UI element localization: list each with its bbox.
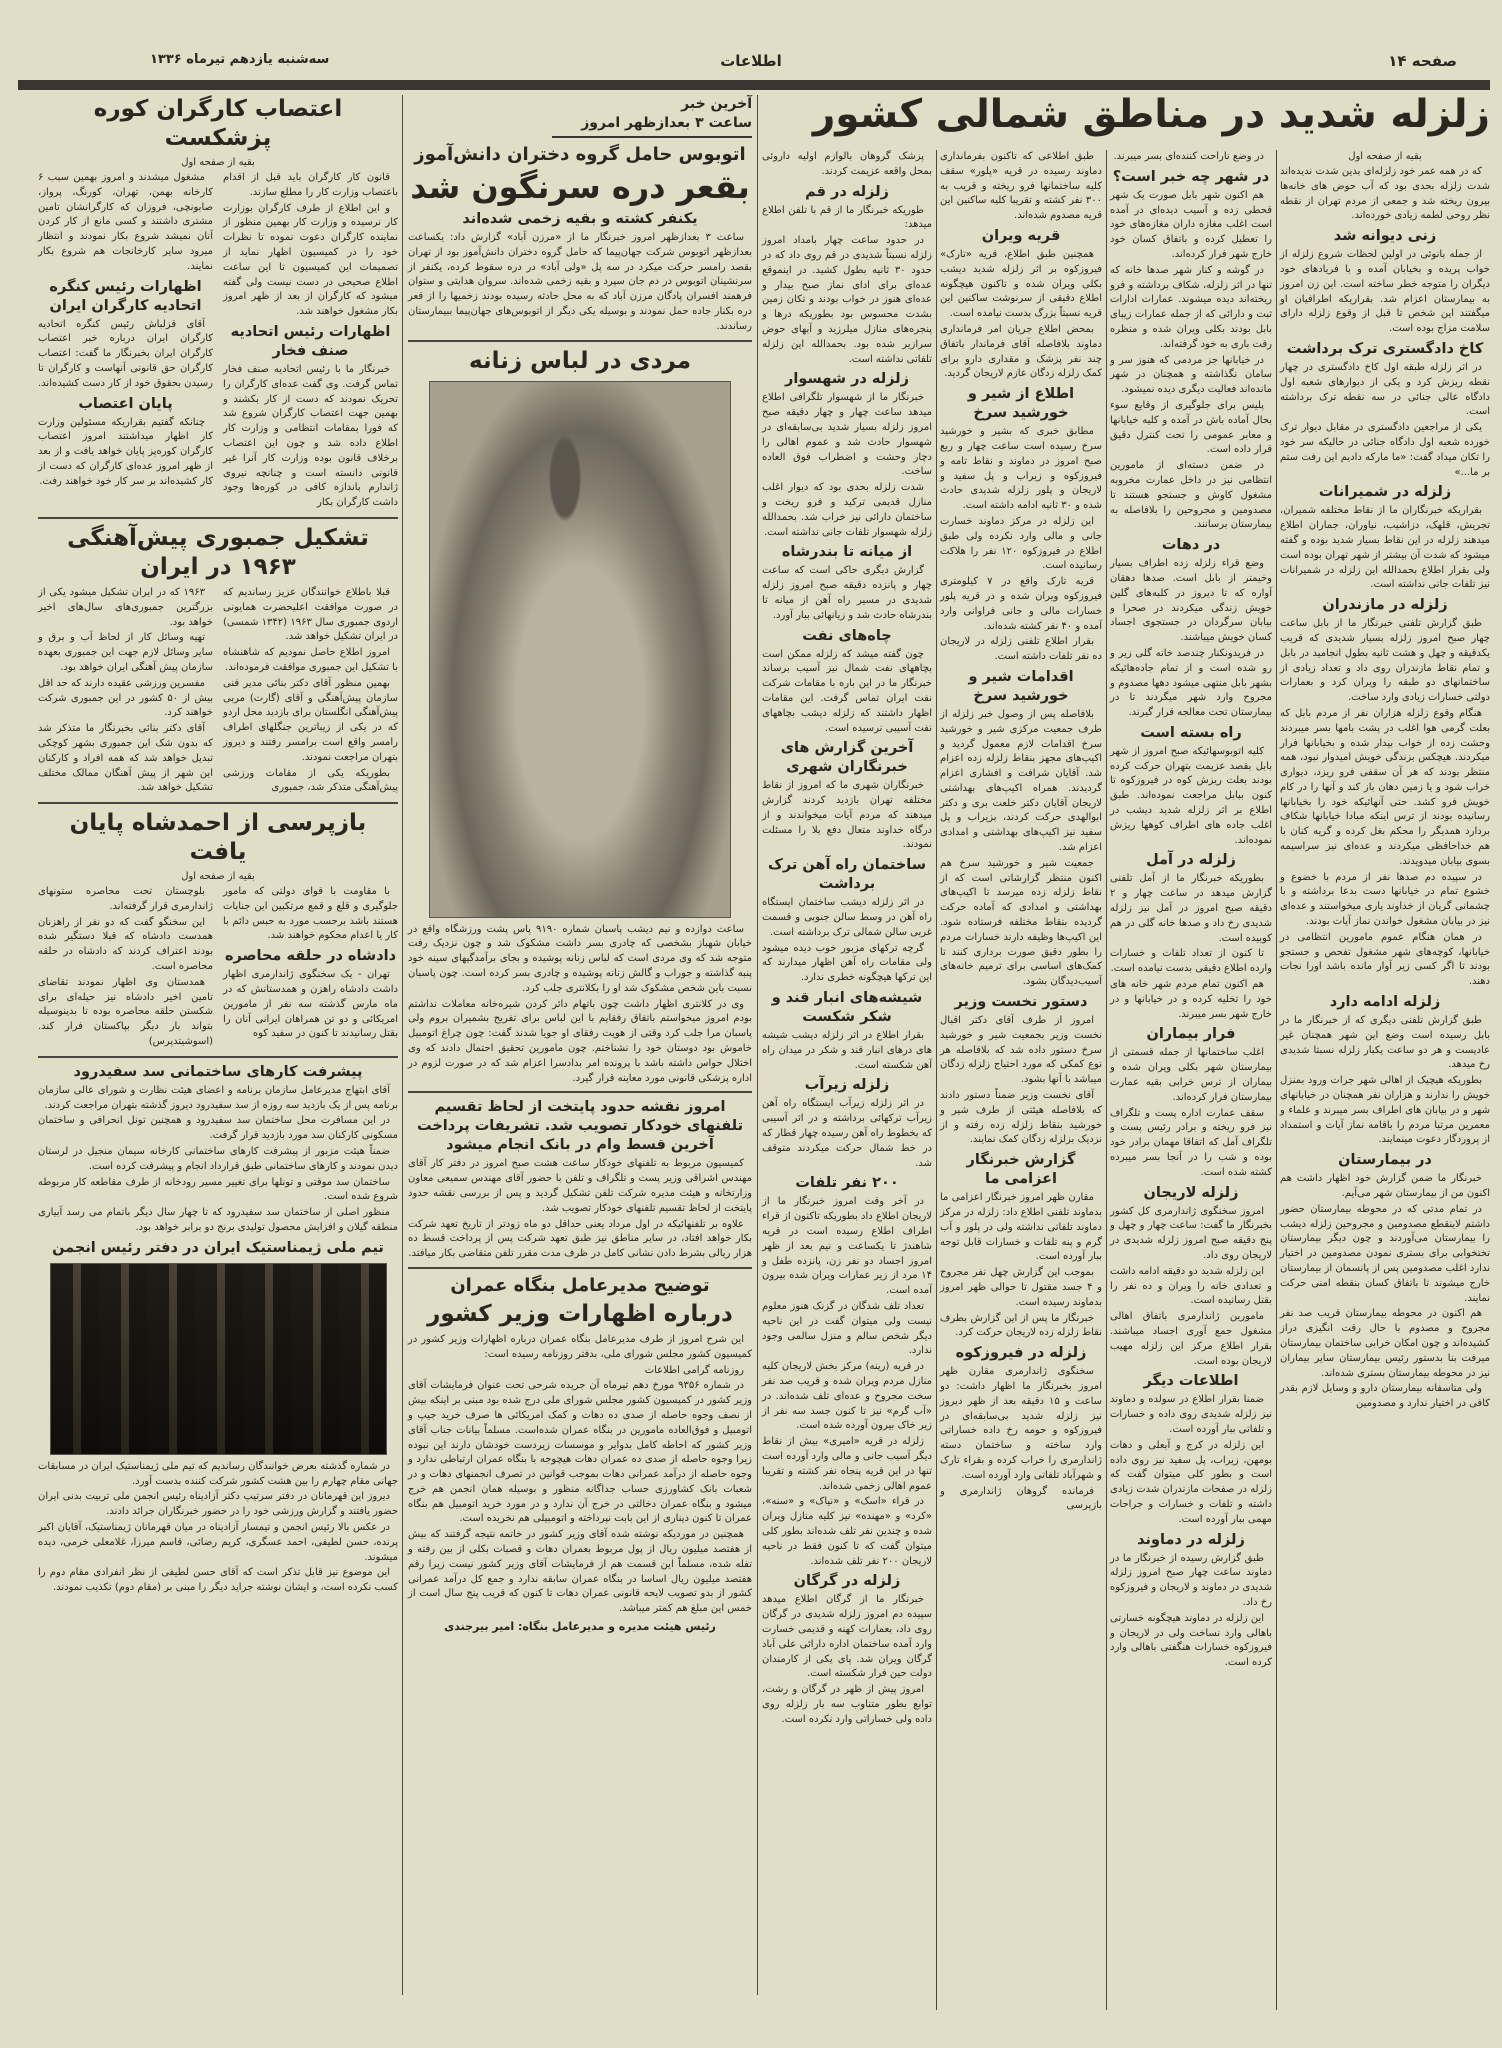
article-headline: پیشرفت کارهای ساختمانی سد سفیدرود (73, 1063, 363, 1080)
article-paragraph: بلافاصله پس از وصول خبر زلزله از طرف جمعیت مرکزی شیر و خورشید سرخ اقدامات لازم معمول گردید و اکیپ‌های مجهز بنقاط زلزله زده اعزام شد. آقایان شرافت و افشاری اعزام گردیدند. همراه اکیپ‌های بهداشتی لاریجان آقایان دکتر خلعت بری و دکتر ابوالهدی حرکت کردند، بزیراب و پل سفید نیز اکیپ‌های بهداشتی و امدادی اعزام شد. (940, 708, 1102, 854)
article-paragraph: مشغول میشدند و امروز بهمین سبب ۶ کارخانه بهمن، تهران، کورنگ، پرواز، صابونچی، فروزان که کارگرانشان تامین مشتری داشتند و کسی مانع از کار کردن آنان نمیشد شروع بکار نمودند و انتظار میرود سایر کارخانجات هم شروع بکار نمایند. (38, 172, 213, 272)
two-column-text (38, 586, 398, 797)
section-rule (408, 1267, 752, 1269)
article-paragraph: ۱۹۶۳ که در ایران تشکیل میشود یکی از بزرگترین جمبوری‌های سال‌های اخیر خواهد بود. (38, 586, 213, 628)
article-paragraph: این سخنگو گفت که دو نفر از راهزنان همدست دادشاه که قبلا دستگیر شده بودند اعتراف کردند که دادشاه در حلقه محاصره است. (38, 916, 213, 973)
article-paragraph: این زلزله در دماوند هیچگونه خسارتی باهالی وارد نساخت ولی در لاریجان و فیروزکوه خسارات هنگفتی باهالی وارد کرده است. (1110, 1612, 1272, 1669)
article-headline: یکنفر کشته و بقیه زخمی شده‌اند (462, 211, 698, 227)
article-paragraph: گرچه ترکهای مزبور خوب دیده میشود ولی مقامات راه آهن اظهار میدارند که این ترکها هیچگونه خطری ندارد. (762, 942, 932, 984)
article-paragraph: این موضوع نیز قابل تذکر است که آقای حسن لطیفی از نظر انفرادی مقام دوم را کسب نکرده است، و ایشان نوشته جراید دیگر را مبنی بر (مقام دوم) تکذیب نمودند. (38, 1567, 398, 1594)
article-paragraph: آقای قزلباش رئیس کنگره اتحادیه کارگران ایران درباره خبر اعتصاب کارگران ایران بخبرنگار ما گفت: اعتصاب کارگران حق قانونی آنهاست و کارگران تا رسیدن بحقوق خود از کار دست کشیده‌اند. (38, 318, 213, 389)
article-paragraph: امروز سخنگوی ژاندارمری کل کشور بخبرنگار ما گفت: ساعت چهار و چهل و پنج دقیقه صبح امروز زلزله شدیدی در لاریجان روی داد. (1110, 1205, 1272, 1261)
article-headline: زلزله لاریجان (1143, 1184, 1239, 1201)
article-paragraph: طبق گزارش تلفنی خبرنگار ما از بابل ساعت چهار صبح امروز زلزله بسیار شدیدی که قریب یکدقیقه و چهل و هشت ثانیه بطول انجامید در بابل و تمام نقاط مازندران روی داد و تعداد زیادی از ساختمانهای دو طبقه را ویران کرد و بعمارات دولتی خسارات زیادی وارد ساخت. (1280, 618, 1490, 704)
article-headline: در شهر چه خبر است؟ (1112, 168, 1270, 185)
article-paragraph: در اثر زلزله طبقه اول کاخ دادگستری در چهار نقطه ریزش کرد و یکی از دیوارهای شعبه اول دادگاه عالی جنائی در سه نقطه ترک برداشته است. (1280, 361, 1490, 418)
two-column-text (38, 171, 398, 512)
article-headline: ۲۰۰ نفر تلفات (795, 1175, 899, 1192)
article-paragraph: آقای نخست وزیر ضمناً دستور دادند که بلافاصله هیئتی از طرف شیر و خورشید بنقاط زلزله زده رفته و از نزدیک بزلزله زدگان کمک نمایند. (940, 1090, 1102, 1146)
article-paragraph: قریه تارک واقع در ۷ کیلومتری فیروزکوه ویران شده و در قریه پلور خسارات مالی و جانی فراوانی وارد آمده و ۴۰ نفر کشته شده‌اند. (940, 576, 1102, 632)
article-headline: زنی دیوانه شد (1333, 228, 1437, 245)
article-paragraph: خبرنگار ما از گرگان اطلاع میدهد سپیده دم امروز زلزله شدیدی در گرگان روی داد، بعمارات کهنه و قدیمی خسارت وارد آمده ساختمان اداره دارائی علی آباد گرگان ویران شد. پای یکی از کارمندان دولت حین فرار شکسته است. (762, 1594, 932, 1680)
article-paragraph: با مقاومت با قوای دولتی که مامور جلوگیری و قلع و قمع مرتکبین این جنایات هستند باشد برحسب مورد به حبس دائم با کار یا اعدام محکوم خواهند شد. (223, 886, 398, 942)
article-paragraph: در سپیده دم صدها نفر از مردم با خضوع و خشوع تمام در خیابانها دست بدعا برداشته و با چشمانی گریان از خداوند یاری میخواستند و عده‌ای نیز در بیابان مشغول خواندن نماز آیات بودند. (1280, 871, 1490, 928)
article-paragraph: این زلزله در مرکز دماوند خسارت جانی و مالی وارد نکرده ولی طبق اطلاع در فیروزکوه ۱۲۰ نفر را هلاکت رسانیده است. (940, 515, 1102, 572)
latest-news-time: ساعت ۳ بعدازظهر امروز (552, 114, 752, 138)
continued-note: بقیه از صفحه اول (1348, 151, 1422, 162)
article-paragraph: تهیه وسائل کار از لحاظ آب و برق و سایر وسائل لازم جهت این جمبوری بعهده سازمان پیش آهنگی ایران خواهد بود. (38, 632, 213, 673)
article-paragraph: هم اکنون تمام مردم شهر خانه های خود را تخلیه کرده و در خیابانها و در خارج شهر بسر میبرند. (1110, 979, 1272, 1020)
article-headline: از میانه تا بندرشاه (781, 544, 913, 561)
column-3 (940, 150, 1102, 1515)
article-headline: تیم ملی ژیمناستیک ایران در دفتر رئیس انجمن (52, 1239, 384, 1256)
article-headline: زلزله در گرگان (793, 1573, 901, 1590)
sub-column (223, 885, 398, 1051)
lead-headline: بقعر دره سرنگون شد (410, 168, 750, 206)
article-paragraph: چون گفته میشد که زلزله ممکن است بچاههای نفت شمال نیز آسیب برساند خبرنگار ما در این باره با مقامات شرکت نفت ایران تماس گرفت. این مقامات اظهار داشتند که زلزله دیشب بچاههای نفت آسیبی نرسیده است. (762, 648, 932, 734)
article-paragraph: بقرار اطلاع تلفنی زلزله در لاریجان ده نفر تلفات داشته است. (940, 636, 1102, 663)
column-2 (1110, 150, 1272, 1672)
section-rule (38, 802, 398, 804)
article-paragraph: ضمنا بقرار اطلاع در سولده و دماوند نیز زلزله شدیدی روی داده و خسارات و تلفاتی ببار آورده است. (1110, 1394, 1272, 1435)
article-paragraph: در قریه (رینه) مرکز بخش لاریجان کلیه منازل مردم ویران شده و قریب صد نفر سخت مجروح و عده‌ای تلف شده‌اند. در «آب گرم» نیز تا کنون جسد سه نفر از زیر خاک بیرون آورده شده است. (762, 1361, 932, 1432)
article-paragraph: علاوه بر تلفنهائیکه در اول مرداد یعنی حداقل دو ماه زودتر از تاریخ تعهد شرکت بکار خواهد افتاد، در سایر مناطق نیز طبق تعهد شرکت پس از پرداخت قسط ده هزار ریالی بشرط دادن نشانی کامل در ظرف مدت مقرر تلفن متقاضی بکار میافتد. (408, 1218, 752, 1260)
article-headline: قریه ویران (981, 227, 1061, 244)
latest-news-label: آخرین خبر (681, 96, 752, 112)
article-headline: امروز نقشه حدود پایتخت از لحاظ تقسیم تلفنهای خودکار تصویب شد. تشریفات پرداخت آخرین قسط وام در بانک انجام میشود (416, 1099, 744, 1154)
article-paragraph: هم اکنون در محوطه بیمارستان قریب صد نفر مجروح و مصدوم با حال رقت انگیزی دراز کشیده‌اند و چون امکان خرابی ساختمان بیمارستان میرفت بنا بدستور رئیس بیمارستان سایر بیماران نیز در محوطه بیمارستان بستری شده‌اند. (1280, 1308, 1490, 1379)
article-paragraph: تعداد تلف شدگان در گزنک هنوز معلوم نیست ولی میتوان گفت در این ناحیه دیگر شخص سالم و منزل سالمی وجود ندارد. (762, 1301, 932, 1357)
article-paragraph: در همان هنگام عموم مامورین انتظامی در خیابانها، کوچه‌های شهر مشغول تفحص و جستجو بودند تا اگر کسی زیر آوار مانده باشد اورا نجات دهند. (1280, 931, 1490, 988)
article-headline: کاخ دادگستری ترک برداشت (1286, 340, 1484, 357)
column-divider (757, 95, 758, 1995)
main-headline: زلزله شدید در مناطق شمالی کشور (812, 92, 1490, 137)
article-paragraph: کمیسیون مربوط به تلفنهای خودکار ساعت هشت صبح امروز در دفتر کار آقای مهندس اشراقی وزیر پست و تلگراف و تلفن با حضور آقای مهندس سمیعی معاون وزارتخانه و هیئت مدیره شرکت تلفن تشکیل گردید و پس از بررسی نقشه حدود پایتخت از لحاظ تقسیم تلفنهای خودکار تصویب شد. (408, 1158, 752, 1214)
article-headline: زلزله در آمل (1146, 852, 1236, 869)
article-paragraph: بلوچستان تحت محاصره ستونهای ژاندارمری قرار گرفته‌اند. (38, 886, 213, 912)
article-paragraph: که در همه عمر خود زلزله‌ای بدین شدت ندیده‌اند شدت زلزله بحدی بود که آب حوض های خانه‌ها بیرون ریخته شد و جمعی از مردم تهران از نقطه نظر روحی لطمه زیادی خورده‌اند. (1280, 166, 1490, 222)
article-paragraph: بقرار اطلاع در اثر زلزله دیشب شیشه های درهای انبار قند و شکر در میدان راه آهن شکسته است. (762, 1030, 932, 1071)
article-paragraph: تا کنون از تعداد تلفات و خسارات وارده اطلاع دقیقی بدست نیامده است. (1110, 948, 1272, 975)
section-headline: مردی در لباس زنانه (469, 347, 691, 374)
article-headline: ساختمان راه آهن ترک برداشت (767, 857, 927, 893)
article-headline: زلزله زیرآب (804, 1077, 890, 1094)
section-rule (38, 517, 398, 519)
article-paragraph: منظور اصلی از ساختمان سد سفیدرود که تا چهار سال دیگر باتمام می رسد آبیاری منطقه گیلان و افزایش محصول تولیدی برنج دو برابر خواهد بود. (38, 1207, 398, 1234)
article-paragraph: تهران - یک سخنگوی ژاندارمری اظهار داشت دادشاه راهزن و همدستانش که در ماه مارس گذشته سه نفر از مامورین امریکائی و دو تن همراهان ایرانی آنان را بقتل رسانیدند تا کنون در سفید کوه (223, 969, 398, 1040)
article-paragraph: یکی از مراجعین دادگستری در مقابل دیوار ترک خورده شعبه اول دادگاه جنائی در حالیکه سر خود را تکان میداد گفت: «ما مارکه دادیم این رفت ستم بر ما...» (1280, 422, 1490, 478)
section-headline: تشکیل جمبوری پیش‌آهنگی ۱۹۶۳ در ایران (67, 524, 369, 580)
article-headline: زلزله ادامه دارد (1329, 994, 1441, 1011)
column-1 (1280, 150, 1490, 1413)
article-headline: در بیمارستان (1338, 1152, 1432, 1169)
article-paragraph: جمعیت شیر و خورشید سرخ هم اکنون منتظر گزارشاتی است که از نقاط زلزله زده میرسد تا اکیپ‌های بهداشتی و امدادی که آماده حرکت گردیده بنقاط مختلفه فرستاده شود. این اکیپ‌ها وظیفه دارند خسارات مردم را بطور دقیق صورت برداری کنند تا کمک‌های اساسی برای ترمیم خانه‌های آسیب‌دیدگان بشود. (940, 857, 1102, 988)
article-paragraph: هنگام وقوع زلزله هزاران نفر از مردم بابل که بعلت گرمی هوا اغلب در پشت بامها بسر میبردند وحشت زده از خواب بیدار شده و بخیابانها فرار میکردند. هیچکس بزندگی خویش امیدوار نبود، همه منتظر بودند که هر آن سقفی فرو ریزد، دیواری خراب شود و یا زمین دهان باز کند و آنها را در کام خویش فرو کشد. حتی آنهائیکه خود را بخیابانها رسانیده بودند از ترس اینکه مبادا خیابانها شکاف بردارد همدیگر را محکم بغل کرده و گریه کنان با هم خداحافظی میکردند و عده‌ای نیز سراسیمه بسوی بیابان میدویدند. (1280, 707, 1490, 867)
article-paragraph: بهمین منظور آقای دکتر بنائی مدیر فنی سازمان پیش‌آهنگی و آقای (گارت) مربی پیش‌آهنگی انگلستان برای بازدید محل اردو که در یکی از زیباترین جنگلهای اطراف رامسر واقع است برامسر رفتند و دیروز بتهران مراجعت نمودند. (223, 677, 398, 763)
center-section (408, 95, 752, 1633)
article-headline: دادشاه در حلقه محاصره (224, 948, 397, 965)
article-paragraph: در وضع ناراحت کننده‌ای بسر میبرند. (1113, 151, 1264, 162)
issue-date: سه‌شنبه یازدهم تیرماه ۱۳۳۶ (150, 52, 330, 67)
article-paragraph: امروز از طرف آقای دکتر اقبال نخست وزیر بجمعیت شیر و خورشید سرخ دستور داده شد که بلافاصله هر نوع کمکی که مورد احتیاج زلزله زدگان میباشد با آنها بشود. (940, 1015, 1102, 1086)
article-paragraph: هم اکنون شهر بابل صورت یک شهر قحطی زده و آسیب دیده‌ای در آمده است اغلب مغازه داران مغازه‌های خود را تعطیل کرده و باتفاق کسان خود خارج شهر فرار کرده‌اند. (1110, 189, 1272, 260)
article-headline: گزارش خبرنگار اعزامی ما (966, 1152, 1076, 1188)
article-paragraph: پزشک گروهان بالوازم اولیه داروئی بمحل واقعه عزیمت کردند. (762, 151, 932, 177)
article-paragraph: وی در کلانتری اظهار داشت چون باتهام دائر کردن شیره‌خانه معاملات نداشتم بودم امروز میخواستم باتفاق رفقایم با این لباس برای تفریح بشمیران بروم ولی پاسبان مرا جلب کرد وقتی از هویت رفقای او جویا شدند گفت: چون چراغ اتومبیل خاموش بود دوستان خود را نشناختم. چون مامورین تحقیق احتمال دادند که وی اختلال حواس داشته باشد با پرونده امر بدادسرا اعزام شد که در صورت لزوم در اداره پزشکی قانونی مورد معاینه قرار گیرد. (408, 998, 752, 1084)
article-headline: چاه‌های نفت (802, 627, 892, 644)
article-paragraph: وضع قراء زلزله زده اطراف بسیار وخیمتر از بابل است. صدها دهقان آواره که تا دیروز در کلبه‌های گلین خویش زندگی میکردند در صحرا و بیابان سرگردان در جستجوی اجساد کسان خویش میباشند. (1110, 558, 1272, 644)
article-paragraph: بطوریکه هیچیک از اهالی شهر جرات ورود بمنزل خویش را ندارند و هزاران نفر همچنان در خیابانهای شهر و در بیابان های اطراف بسر میبرند و علماء و معمرین مرتبا مردم را باقامه نماز آیات و استمداد از پروردگار دعوت مینمایند. (1280, 1075, 1490, 1146)
section-rule (408, 1091, 752, 1093)
article-paragraph: مفسرین ورزشی عقیده دارند که حد اقل بیش از ۵۰ کشور در این جمبوری شرکت خواهند کرد. (38, 677, 213, 719)
article-paragraph: در اثر زلزله دیشب ساختمان ایستگاه راه آهن در وسط سالن جنوبی و قسمت غربی سالن شمالی ترک برداشته است. (762, 897, 932, 938)
article-paragraph: همچنین طبق اطلاع، قریه «تارک» فیروزکوه بر اثر زلزله شدید دیشب بکلی ویران شده و تاکنون هیچگونه اطلاع دقیقی از سرنوشت ساکنین این قریه نسبتاً بزرگ بدست نیامده است. (940, 248, 1102, 320)
article-paragraph: بمحض اطلاع جریان امر فرمانداری دماوند بلافاصله آقای فرماندار باتفاق چند نفر پزشک و مقداری دارو برای کمک زلزله زدگان عازم لاریجان گردید. (940, 323, 1102, 380)
article-headline: زلزله در دماوند (1137, 1531, 1245, 1548)
article-paragraph: خبرنگار ما ضمن گزارش خود اظهار داشت هم اکنون من از بیمارستان شهر می‌آیم. (1280, 1173, 1490, 1200)
article-paragraph: بطوریکه یکی از مقامات ورزشی پیش‌آهنگی متذکر شد، جمبوری (223, 767, 398, 794)
photo-man-in-womens-clothes (429, 381, 731, 918)
article-paragraph: ولی متاسفانه بیمارستان دارو و وسایل لازم بقدر کافی در اختیار ندارد و مصدومین (1280, 1383, 1490, 1410)
article-paragraph: بطوریکه خبرنگار ما از آمل تلفنی گزارش میدهد در ساعت چهار و ۲ دقیقه صبح امروز در آمل نیز زلزله شدیدی رخ داد و صدها خانه گلی در هم کوبیده است. (1110, 873, 1272, 944)
article-paragraph: این شرح امروز از طرف مدیرعامل بنگاه عمران درباره اظهارات وزیر کشور در کمیسیون کشور مجلس شورای ملی، بدفتر روزنامه رسیده است: (408, 1333, 752, 1360)
two-column-text (38, 885, 398, 1051)
article-headline: زلزله در فیروزکوه (955, 1345, 1087, 1362)
article-paragraph: کلیه اتوبوسهائیکه صبح امروز از شهر بابل بقصد عزیمت بتهران حرکت کرده بودند بعلت ریزش کوه در فیروزکوه تا کنون ببابل مراجعت نموده‌اند. طبق اطلاع بر اثر زلزله شدید دیشب در اغلب جاده های اطراف کوهها ریزش نموده‌اند. (1110, 745, 1272, 846)
article-paragraph: سخنگوی ژاندارمری مقارن ظهر امروز بخبرنگار ما اظهار داشت: دو ساعت و ۱۵ دقیقه بعد از ظهر دیروز نیز زلزله شدید بی‌سابقه‌ای در فیروزکوه و حومه رخ داده خساراتی وارد ساخته و ساختمان دسته ژاندارمری را خراب کرده و بقراء تارک و شهرآباد تلفاتی وارد آورده است. (940, 1366, 1102, 1481)
continued-note: بقیه از صفحه اول (181, 871, 255, 883)
article-paragraph: ضمناً هیئت مزبور از پیشرفت کارهای ساختمانی کارخانه سیمان منجیل در لرستان دیدن نمودند و کارهای ساختمانی طبق قرارداد انجام و پیشرفت کرده است. (38, 1146, 398, 1172)
article-paragraph: امروز پیش از ظهر در گرگان و رشت، توابع بطور متناوب سه بار زلزله روی داده ولی خساراتی وارد نکرده است. (762, 1684, 932, 1725)
sub-column (38, 586, 213, 797)
article-paragraph: مقارن ظهر امروز خبرنگار اعزامی ما بدماوند تلفنی اطلاع داد: زلزله در مرکز دماوند تلفاتی نداشته ولی در پلور و آب گرم و پنه تلفات و خسارات قابل توجه ببار آورده است. (940, 1192, 1102, 1263)
article-headline: زلزله در شمیرانات (1318, 484, 1452, 501)
column-divider (402, 95, 403, 1995)
article-paragraph: همچنین در موردیکه نوشته شده آقای وزیر کشور در خاتمه نتیجه گرفتند که بیش از هفتصد میلیون ریال از پول مربوط بعمران دهات و قصبات بکلی از بین رفته و تفله شده، مسلماً این قسمت هم از فرمایشات آقای وزیر کشور نیست زیرا رقم هفتصد میلیون ریال اساسا در بنگاه عمران سابقه ندارد و جمع کل درآمد عمرانی کشور از بدو تصویب لایحه قانونی عمران دهات تا کنون که قریب پنج سال است از خمس این مبلغ هم کمتر میباشد. (408, 1529, 752, 1615)
article-headline: فرار بیماران (1146, 1026, 1236, 1043)
article-headline: زلزله در مازندران (1322, 597, 1448, 614)
article-paragraph: خبرنگار ما پس از این گزارش بطرف نقاط زلزله زده لاریجان حرکت کرد. (940, 1312, 1102, 1339)
sub-column (38, 171, 213, 512)
article-paragraph: در ضمن دسته‌ای از مامورین انتظامی نیز در داخل عمارت مخروبه مشغول کاوش و جستجو هستند تا مصدومین و مجروحین را بلافاصله به بیمارستان برسانند. (1110, 460, 1272, 531)
article-paragraph: بموجب این گزارش چهل نفر مجروح و ۴ جسد مقتول تا حوالی ظهر امروز بدماوند رسیده است. (940, 1267, 1102, 1308)
sub-column (223, 586, 398, 797)
article-paragraph: در این مسافرت محل ساختمان سد سفیدرود و همچنین تونل انحرافی و ساختمان مسکونی کارکنان سد مورد بازدید قرار گرفت. (38, 1115, 398, 1142)
article-paragraph: زلزله در قریه «امیری» بیش از نقاط دیگر آسیب جانی و مالی وارد آورده است تنها در این قریه پنجاه نفر کشته و تقریبا عموم اهالی زخمی شده‌اند. (762, 1436, 932, 1492)
article-headline: زلزله در شهسوار (785, 371, 909, 388)
photo-gymnastics-team (50, 1263, 387, 1455)
article-paragraph: شدت زلزله بحدی بود که دیوار اغلب منازل قدیمی ترکید و فرو ریخت و ساختمان دارائی نیز خراب شد. بحمدالله زلزله شهسوار تلفات جانی نداشته است. (762, 482, 932, 538)
sub-column (38, 885, 213, 1051)
left-section (38, 92, 398, 1597)
section-rule (38, 1056, 398, 1058)
article-headline: آخرین گزارش های خبرنگاران شهری (780, 740, 914, 776)
section-headline: بازپرسی از احمدشاه پایان یافت (69, 810, 367, 866)
article-paragraph: این زلزله در کرج و آبعلی و دهات بومهن، زیراب، پل سفید نیز روی داده است و بطور کلی میتوان گفت که زلزله در صفحات مازندران شدت زیادی داشته و تلفات و خسارات و جراحات مهمی ببار آورده است. (1110, 1439, 1272, 1525)
article-paragraph: طبق اطلاعی که تاکنون بفرمانداری دماوند رسیده در قریه «پلور» سقف کلیه ساختمانها فرو ریخته و قریب به ۳۰۰ نفر کشته و تقریبا کلیه ساکنین این قریه مصدوم شده‌اند. (940, 151, 1102, 222)
article-paragraph: پلیس برای جلوگیری از وقایع سوء بحال آماده باش در آمده و کلیه خیابانها و معابر عمومی را تحت کنترل دقیق قرار داده است. (1110, 399, 1272, 456)
article-headline: اظهارات رئیس کنگره اتحادیه کارگران ایران (49, 278, 202, 314)
page-number: صفحه ۱۴ (1388, 52, 1457, 70)
article-paragraph: در شماره گذشته بعرض خوانندگان رساندیم که تیم ملی ژیمناستیک ایران در مسابقات جهانی مقام چهارم را بین هشت کشور شرکت کننده بدست آورد. (38, 1460, 398, 1487)
section-headline: اعتصاب کارگران کوره پزشکست (93, 96, 343, 151)
article-paragraph: و این اطلاع از طرف کارگران بوزارت کار نرسیده و وزارت کار بهمین منظور از نماینده کارگران دعوت نموده تا نظرات خود را در کمیسیون اظهار نماید از تصمیمات این کمیسیون تا این ساعت اطلاع صحیحی در دست نیست ولی گفته میشود که کارگران از بعد از ظهر امروز بکار مشغول خواهند شد. (223, 202, 398, 318)
article-paragraph: سقف عمارت اداره پست و تلگراف نیز فرو ریخته و برادر رئیس پست و تلگراف آمل که اتفاقا مهمان برادر خود بوده و شب را در آنجا بسر میبرده کشته شده است. (1110, 1107, 1272, 1178)
article-paragraph: در فریدونکنار چندصد خانه گلی زیر و رو شده است و از تمام جاده‌هائیکه بشهر بابل منتهی میشود دهها مصدوم و مجروح وارد شهر میگردند تا در بیمارستان تحت معالجه قرار گیرند. (1110, 647, 1272, 719)
article-paragraph: خبرنگار ما با رئیس اتحادیه صنف فخار تماس گرفت. وی گفت عده‌ای کارگران را تحریک نمودند که دست از کار بکشند و بهمین جهت اعتصاب کارگران شروع شد که فورا بمقامات انتظامی و وزارت کار اطلاع داده شد و چون این اعتصاب برخلاف قانون بوده وزارت کار آنرا غیر قانونی دانسته است و چنانچه نیروی ژاندارم باندازه کافی در کوره‌ها وجود داشت کارگران بکار (223, 363, 398, 509)
article-paragraph: در گوشه و کنار شهر صدها خانه که تنها در اثر زلزله، شکاف برداشته و فرو ریخته‌اند دیده میشوند. عمارات ادارات ثبت و دارائی که از جمله عمارات زیبای بابل بودند بکلی ویران شده و منظره رقت باری به خود گرفته‌اند. (1110, 264, 1272, 350)
masthead-rule (18, 80, 1490, 90)
article-paragraph: قانون کار کارگران باید قبل از اقدام باعتصاب وزارت کار را مطلع سازند. (223, 172, 398, 198)
article-paragraph: طوریکه خبرنگار ما از قم با تلفن اطلاع میدهد: (762, 204, 932, 231)
article-paragraph: در حدود ساعت چهار بامداد امروز زلزله نسبتاً شدیدی در قم روی داد که در حدود ۳۰ ثانیه بطول کشید. در اینموقع عده‌ای برای ادای نماز صبح بیدار و عده‌ای هنوز در خواب بودند و تکان زمین بشدت محسوس بود بطوریکه درها و پنجره‌های منازل میلرزید و آبهای حوض سرازیر شده بود. بحمدالله این زلزله تلفاتی نداشته است. (762, 235, 932, 365)
newspaper-name: اطلاعات (720, 52, 782, 70)
section-rule (408, 340, 752, 342)
article-headline: زلزله در قم (805, 183, 889, 200)
article-paragraph: بقراریکه خبرنگاران ما از نقاط مختلفه شمیران، تجریش، قلهک، دزاشیب، نیاوران، جماران اطلاع میدهند زلزله در این نقاط بسیار شدید بوده و گفته میشود که شدت آن بیشتر از شهر تهران بوده است ولی بقرار اطلاع بحمدالله این زلزله در شمیرانات نیز تلفات جانی نداشته است. (1280, 505, 1490, 591)
article-paragraph: آقای ابتهاج مدیرعامل سازمان برنامه و اعضای هیئت نظارت و شورای عالی سازمان برنامه پس از یک بازدید سه روزه از سد سفیدرود دیروز گذشته بتهران مراجعت کردند. (38, 1084, 398, 1111)
article-paragraph: قبلا باطلاع خوانندگان عزیز رساندیم که در صورت موافقت اعلیحضرت همایونی اردوی جمبوری سال ۱۹۶۳ (۱۳۴۲ شمسی) در ایران تشکیل خواهد شد. (223, 586, 398, 643)
article-paragraph: در شماره ۹۳۵۶ مورخ دهم تیرماه آن جریده شرحی تحت عنوان فرمایشات آقای وزیر کشور در کمیسیون کشور مجلس شورای ملی درج شده بود مبنی بر اینکه بیش از نصف وجوه حاصله از صدی ده دهات و کمک امریکائی ها صرف خرید جیپ و اتومبیل و فوق‌العاده مامورین در بنگاه عمران شده‌است. مسلماً بیانات جناب آقای وزیر کشور که احاطه کامل بدوایر و موسسات زیردست خودشان دارند این نبوده زیرا وجوه حاصله از صدی ده عمران دهات هیچوجه با بنگاه عمران ارتباطی ندارد و وجوه حاصله از درآمد عمرانی دهات بموجب قوانین در تصرف انجمنهای دهات و در شعبات بانک کشاورزی حساب جداگانه منظور و بوسیله همان انجمن هم خرج میشود و بنگاه عمران دخالتی در خرج آن ندارد و در مورد خرید اتومبیل هم بنگاه عمران تا کنون دیناری از این بابت نپرداخته و اتومبیلی هم نخریده است. (407, 1380, 752, 1525)
article-headline: راه بسته است (1140, 724, 1242, 741)
article-paragraph: اغلب ساختمانها از جمله قسمتی از بیمارستان شهر بکلی ویران شده و بیماران از ترس خرابی بقیه عمارت بیمارستان فرار کرده‌اند. (1110, 1047, 1272, 1103)
continued-note: بقیه از صفحه اول (181, 157, 255, 168)
article-paragraph: این زلزله شدید دو دقیقه ادامه داشت و تعدادی خانه را ویران و ده نفر را بقتل رسانیده است. (1110, 1265, 1272, 1307)
column-divider (1276, 150, 1277, 2010)
article-headline: دستور نخست وزیر (954, 994, 1088, 1011)
article-paragraph: چنانکه گفتیم بقراریکه مسئولین وزارت کار اظهار میداشتند امروز اعتصاب کارگران کوره‌پز پایان خواهد یافت و از بعد از ظهر امروز عده‌ای کارگران که دست از کار کشیده‌اند بر سر کار خود خواهند رفت. (38, 416, 213, 487)
article-headline: پایان اعتصاب (78, 395, 173, 412)
column-divider (1106, 150, 1107, 2010)
article-paragraph: در قراء «اسک» و «نیاک» و «سنه»، «کرد» و «مهنده» نیز کلیه منازل ویران شده و چندین نفر تلف شده‌اند بطور کلی میتوان گفت که تا کنون فقط در ناحیه لاریجان ۲۰۰ نفر تلف شده‌اند. (762, 1496, 932, 1567)
article-headline: اطلاعات دیگر (1143, 1373, 1239, 1390)
article-subheadline: توضیح مدیرعامل بنگاه عمران (450, 1274, 710, 1296)
article-headline: اظهارات رئیس اتحادیه صنف فخار (230, 323, 391, 359)
column-4 (762, 150, 932, 1729)
article-paragraph: دیروز این قهرمانان در دفتر سرتیپ دکتر آزادیناه رئیس انجمن ملی تربیت بدنی ایران حضور یافتند و گزارش ورزشی خود را در حضور خبرنگاران جرائد دادند. (38, 1491, 398, 1518)
article-paragraph: در عکس بالا رئیس انجمن و تیمسار آزادیناه در میان قهرمانان ژیمناستیک، آقایان اکبر پرنده، حسن لطیفی، احمد عسگری، کریم رضائی، قاسم میرزا، غلامعلی خرمی، دیده میشوند. (38, 1522, 398, 1563)
signature: رئیس هیئت مدیره و مدیرعامل بنگاه: امیر بیرجندی (444, 1620, 716, 1634)
article-paragraph: خبرنگاران شهری ما که امروز از نقاط مختلفه تهران بازدید کردند گزارش میدهند که مردم آیات میخواندند و از درگاه خداوند متعال دفع بلا را مسئلت نمودند. (762, 780, 932, 851)
article-headline: اقدامات شیر و خورشید سرخ (968, 668, 1074, 704)
article-paragraph: فرمانده گروهان ژاندارمری و بازپرسی (940, 1485, 1102, 1512)
article-paragraph: مطابق خبری که بشیر و خورشید سرخ رسیده است ساعت چهار و ربع صبح امروز در دماوند و نقاط تامه و فیروزکوه و زیراب و پل سفید و لاریجان و پلور زلزله شدیدی حادث شده و ۳۰ ثانیه ادامه داشته است. (940, 426, 1102, 512)
article-paragraph: در اثر زلزله زیرآب ایستگاه راه آهن زیرآب ترکهائی برداشته و در اثر آسیبی که بخطوط راه آهن رسیده چهار قطار که در خط شمال حرکت میکردند متوقف شد. (762, 1098, 932, 1169)
article-paragraph: در آخر وقت امروز خبرنگار ما از لاریجان اطلاع داد بطوریکه تاکنون از قراء اطراف اطلاع رسیده است در قریه شاهندژ تا یکساعت و نیم بعد از ظهر امروز اجساد دو نفر زن، پانزده طفل و ۱۴ مرد از زیر عمارات ویران شده بیرون آمده است. (762, 1196, 932, 1297)
article-subheadline: اتوبوس حامل گروه دختران دانش‌آموز (414, 144, 746, 165)
article-headline: در دهات (1161, 537, 1221, 554)
article-headline: اطلاع از شیر و خورشید سرخ (967, 386, 1075, 422)
article-paragraph: روزنامه گرامی اطلاعات (644, 1364, 744, 1376)
article-paragraph: طبق گزارش رسیده از خبرنگار ما در دماوند ساعت چهار صبح امروز زلزله شدیدی در دماوند و لاریجان و فیروزکوه رخ داد. (1110, 1552, 1272, 1608)
article-paragraph: در تمام مدتی که در محوطه بیمارستان حضور داشتم لاینقطع مصدومین و مجروحین زلزله دیشب را بیمارستان می‌آوردند و چون دیگر بیمارستان تختخوابی برای بستری نمودن مصدومین در اختیار ندارد اغلب مصدومین پس از پانسمان از بیمارستان خارج میشوند تا باتفاق کسان بنقطه امنی حرکت نمایند. (1280, 1203, 1490, 1304)
article-paragraph: ساعت ۳ بعدازظهر امروز خبرنگار ما از «مرزن آباد» گزارش داد: یکساعت بعدازظهر اتوبوس شرکت جهان‌پیما که حامل گروه دختران دانش‌آموز بود از تهران بقصد رامسر حرکت میکرد در سه پل «ولی آباد» در دره سقوط کرده، یکنفر از سرنشینان اتوبوس در دم جان سپرد و بقیه زخمی شده‌اند. سروان هدایتی و ستوان فرهمند افسران پادگان مرزن آباد که به محل حادثه رسیده بودند زخمیها را از قعر دره بکنار جاده حمل نمودند و بوسیله یکی دیگر از اتوبوس‌های جهان‌پیما ببیمارستان رساندند. (408, 232, 752, 332)
article-paragraph: از جمله بانوئی در اولین لحظات شروع زلزله از خواب پریده و بخیابان آمده و با فریادهای خود دیگران را متوجه خطر ساخته است. این زن امروز به بیمارستان اعزام شد. بقراریکه اطرافیان او میگفتند این شخص تا قبل از وقوع زلزله دارای سلامت مزاج بوده است. (1280, 249, 1490, 335)
article-paragraph: آقای دکتر بنائی بخبرنگار ما متذکر شد که بدون شک این جمبوری بشهر کوچکی تبدیل خواهد شد که همه افراد و کارکنان این شهر از پیش آهنگان ممالک مختلف تشکیل خواهد شد. (38, 723, 213, 794)
article-paragraph: طبق گزارش تلفنی دیگری که از خبرنگار ما در بابل رسیده است وضع این شهر همچنان غیر عادیست و هر دو ساعت یکبار زلزله نسبتا شدیدی رخ میدهد. (1280, 1015, 1490, 1071)
sub-column (223, 171, 398, 512)
article-paragraph: ساختمان سد موقتی و تونلها برای تغییر مسیر رودخانه از طرف مقاطعه کار مربوطه شروع شده است. (38, 1176, 398, 1203)
article-paragraph: ساعت دوازده و نیم دیشب پاسبان شماره ۹۱۹۰ پاس پشت ورزشگاه واقع در خیابان شهباز بشخصی که چادری بسر داشت مشکوک شد و چون نزدیک رفت متوجه شد که وی مردی است که لباس زنانه پوشیده و بجای برآمدگیهای سینه خود پنبه گذاشته و جوراب و گالش زنانه پوشیده و چادری بسر کرده است. چون پاسبان نسبت باین شخص مشکوک شد او را بکلانتری جلب کرد. (408, 923, 752, 994)
column-divider (936, 150, 937, 2010)
article-paragraph: امروز اطلاع حاصل نمودیم که شاهنشاه با تشکیل این جمبوری موافقت فرموده‌اند. (223, 647, 398, 673)
article-headline: شیشه‌های انبار قند و شکر شکست (771, 990, 923, 1026)
article-paragraph: مامورین ژاندارمری باتفاق اهالی مشغول جمع آوری اجساد میباشند. بقرار اطلاع مرکز این زلزله مهیب لاریجان بوده است. (1110, 1311, 1272, 1367)
article-paragraph: در خیابانها جز مردمی که هنوز سر و سامان نگذاشته و همچنان در شهر مانده‌اند فعالیت دیگری دیده نمیشود. (1110, 354, 1272, 396)
article-paragraph: گزارش دیگری حاکی است که ساعت چهار و پانزده دقیقه صبح امروز زلزله شدیدی در مسیر راه آهن از میانه تا بندرشاه حادث شد و زیانهائی ببار آورد. (762, 565, 932, 621)
article-paragraph: خبرنگار ما از شهسوار تلگرافی اطلاع میدهد ساعت چهار و چهار دقیقه صبح امروز زلزله بسیار شدید بی‌سابقه‌ای در شهسوار حادث شد و عموم اهالی را دچار وحشت و اضطراب فوق العاده ساخت. (762, 392, 932, 478)
section-headline: درباره اظهارات وزیر کشور (427, 1300, 733, 1327)
article-paragraph: همدستان وی اظهار نمودند تقاضای تامین اخیر دادشاه نیز حیله‌ای برای شکستن حلقه محاصره بوده تا بدینوسیله بتواند بار دیگر بپاکستان فرار کند. (اسوشیتدپرس) (38, 976, 213, 1048)
